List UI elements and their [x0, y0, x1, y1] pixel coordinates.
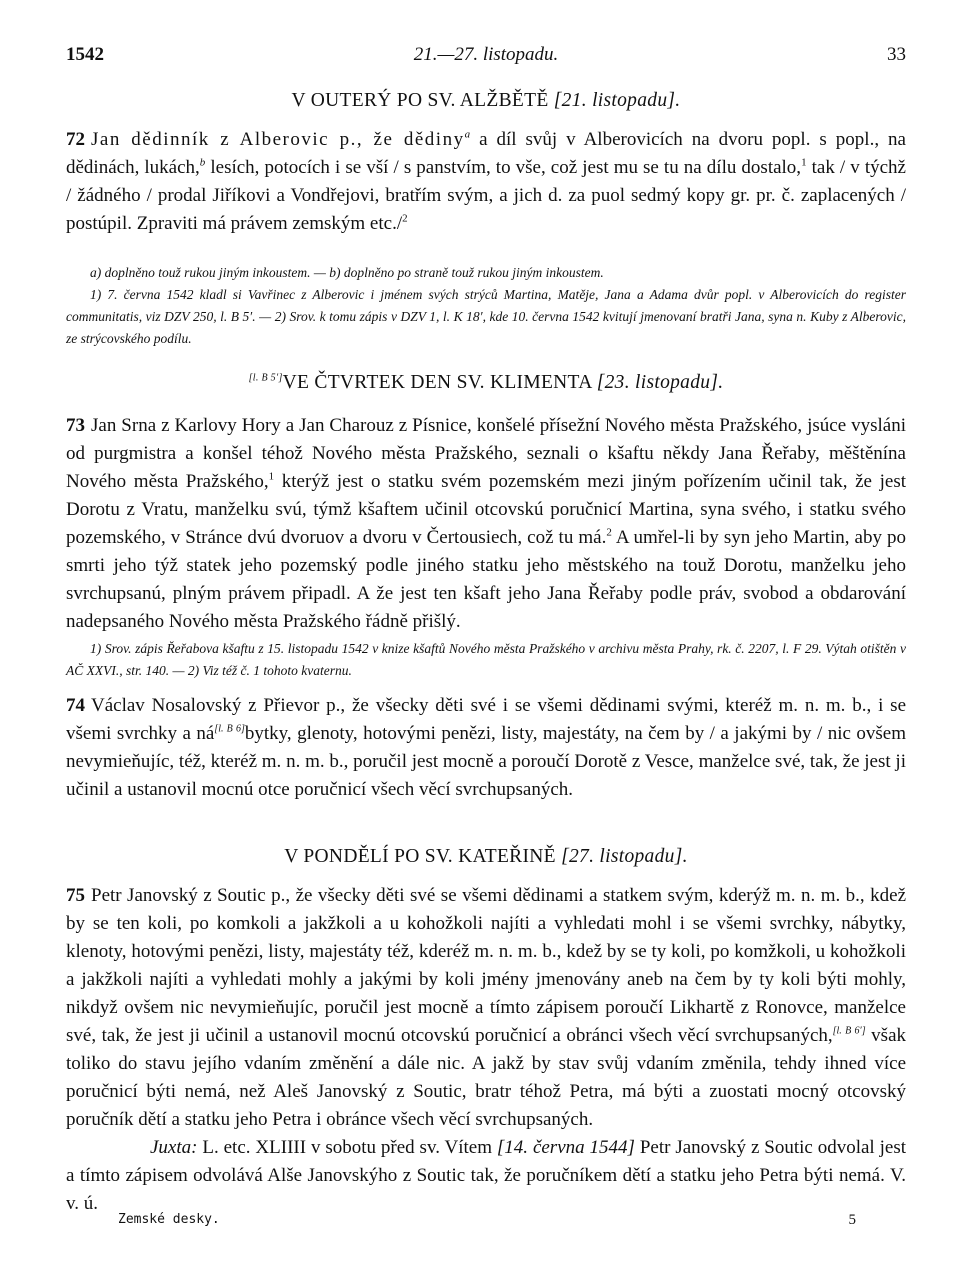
entry-text: Jan Srna z Karlovy Hory a Jan Charouz z Písnice, konšelé přísežní Nového města Pražského, jsúce vysláni od purgmistra a konšel téhož Nového města Pražského, seznali o kšaftu někdy Jana Řeřaby, měštěnína Nového města Pražského,	[66, 415, 906, 492]
entry-73	[66, 412, 906, 636]
heading-date: [23. listopadu].	[596, 372, 724, 393]
footnote: 1) 7. června 1542 kladl si Vavřinec z Alberovic i jménem svých strýců Martina, Matěje, Jana a Adama dvůr popl. v Alberovicích do register communitatis, viz DZV 250, l. B 5′. — 2) Srov. k tomu zápis v DZV 1, l. K 18′, kde 10. června 1542 kvitují jmenovaní bratři Jana, syna n. Kuby z Alberovic, ze strýcovského podílu.	[66, 287, 906, 346]
juxta-date: [14. června 1544]	[496, 1137, 635, 1158]
entry-74-text	[66, 692, 906, 804]
note-ref: 1	[801, 156, 807, 169]
entry-text: A umřel-li by syn jeho Martin, aby po smrti jeho týž statek jeho pozemský podle jiného statku jeho městského na touž Dorotu, manželku jeho svrchupsanú, plným právem připadl. A že jest ten kšaft jeho Jana Řeřaby podle práv, svobod a obdarování nadepsaného Nového města Pražského řádně přišlý.	[66, 527, 907, 632]
section-heading-2	[66, 372, 906, 394]
entry-text: Petr Janovský z Soutic odvolal jest a tímto zápisem odvolává Alše Janovskýho z Soutic tak, že poručníkem dětí a statku jeho Petra býti nemá. V. v. ú.	[66, 1137, 906, 1214]
header-date-range: 21.—27. listopadu.	[413, 44, 559, 65]
section-heading-1	[66, 90, 906, 112]
footer-sheet-number: 5	[848, 1212, 856, 1228]
section-heading-3	[66, 846, 906, 868]
page-footer	[66, 1212, 906, 1232]
note-ref: a	[464, 128, 471, 141]
entry-number: 72	[66, 129, 85, 150]
marginal-note: [l. B 6′]	[832, 1025, 866, 1037]
entry-72	[66, 126, 906, 238]
entry-72-text	[66, 126, 906, 238]
running-head	[66, 44, 906, 68]
entry-text: tak / v týchž / žádného / prodal Jiříkovi a Vondřejovi, bratřím svým, a jich d. za puol sedmý kopy gr. pr. č. zaplacených / postúpil. Zpraviti má právem zemským etc./	[66, 157, 906, 234]
heading-date: [27. listopadu].	[561, 846, 688, 867]
entry-73-text	[66, 412, 906, 636]
entry-text: Jan dědinník z Alberovic p., že dědiny	[91, 129, 465, 150]
footnotes-72	[66, 262, 906, 350]
entry-75-text	[66, 882, 906, 1134]
heading-date: [21. listopadu].	[553, 90, 681, 111]
header-page-number: 33	[887, 44, 906, 65]
heading-text: V PONDĚLÍ PO SV. KATEŘINĚ	[284, 846, 556, 867]
entry-number: 73	[66, 415, 85, 436]
entry-text: však toliko do stavu jejího vdaním změnění a dále nic. A jakž by stav svůj vdaním změnila, tehdy ihned více poručnicí býti nemá, než Aleš Janovský z Soutic, bratr téhož Petra, má býti a zuostati mocný otcovský poručník dětí a statku jeho Petra i obránce všech věcí svrchupsaných.	[66, 1025, 907, 1130]
heading-text: V OUTERÝ PO SV. ALŽBĚTĚ	[291, 90, 549, 111]
entry-74	[66, 692, 906, 804]
entry-number: 74	[66, 695, 85, 716]
marginal-note: [l. B 6]	[214, 723, 245, 735]
note-ref: 2	[402, 212, 408, 225]
marginal-note: [l. B 5′]	[248, 372, 283, 384]
juxta-label: Juxta:	[150, 1137, 198, 1158]
entry-text: a díl svůj v Alberovicích na dvoru popl. s popl., na dědinách, lukách,	[66, 129, 906, 178]
entry-text: bytky, glenoty, hotovými penězi, listy, majestáty, na čem by / a jakými by / nic ovšem nevymieňujíc, též, kteréž m. n. m. b., poručil jest mocně a poroučí Dorotě z Vesce, manželce své, tak, že jest ji učinil a ustanovil mocnú otce poručnicí všech věcí svrchupsaných.	[66, 723, 906, 800]
footnote: 1) Srov. zápis Řeřabova kšaftu z 15. listopadu 1542 v knize kšaftů Nového města Pražského v archivu města Prahy, rk. č. 2207, l. F 29. Výtah otištěn v AČ XXVI., str. 140. — 2) Viz též č. 1 tohoto kvaternu.	[66, 641, 906, 678]
note-ref: 2	[606, 526, 612, 539]
entry-75	[66, 882, 906, 1218]
note-ref: b	[199, 156, 206, 169]
heading-text: VE ČTVRTEK DEN SV. KLIMENTA	[282, 372, 592, 393]
footnote: a) doplněno touž rukou jiným inkoustem. — b) doplněno po straně touž rukou jiným inkoustem.	[90, 265, 604, 280]
entry-text: L. etc. XLIIII v sobotu před sv. Vítem	[197, 1137, 497, 1158]
header-year: 1542	[66, 44, 104, 65]
juxta-paragraph	[66, 1134, 906, 1218]
entry-text: kterýž jest o statku svém pozemském mezi jiným pořízením učinil tak, že jest Dorotu z Vratu, manželku svú, týmž kšaftem učinil otcovskú poručnicí Martina, syna svého, i statku svého pozemského, v Stránce dvú dvoruov a dvoru v Čertousiech, což tu má.	[66, 471, 907, 548]
entry-text: Petr Janovský z Soutic p., že všecky děti své se všemi dědinami a statkem svým, kderýž m. n. m. b., kdež by se ten koli, po komkoli a jakžkoli a u kohožkoli najíti a vyhledati mohl i se všemi svrchky, nábytky, klenoty, hotovými penězi, listy, majestáty též, kderéž m. n. m. b., kdež by se ty koli, po komžkoli, u kohožkoli a jakžkoli najíti a vyhledati mohly a jakými by koli jmény jmenovány aneb na čem by ty koli býti mohly, nikdyž ovšem nic nevymieňujíc, poručil jest mocně a tímto zápisem poroučí Likhartě z Ronovce, manželce své, tak, že jest ji učinil a ustanovil mocnú otcovskú poručnicí a obránci všech věcí svrchupsaných,	[66, 885, 906, 1046]
footnotes-73	[66, 638, 906, 682]
note-ref: 1	[268, 470, 275, 483]
entry-number: 75	[66, 885, 85, 906]
entry-text: lesích, potocích i se vší / s panstvím, to vše, což jest mu se tu na dílu dostalo,	[205, 157, 802, 178]
footer-signature: Zemské desky.	[118, 1212, 220, 1227]
entry-text: Václav Nosalovský z Přievor p., že všecky děti své i se všemi dědinami svými, kteréž m. n. m. b., i se všemi svrchky a ná	[66, 695, 906, 744]
